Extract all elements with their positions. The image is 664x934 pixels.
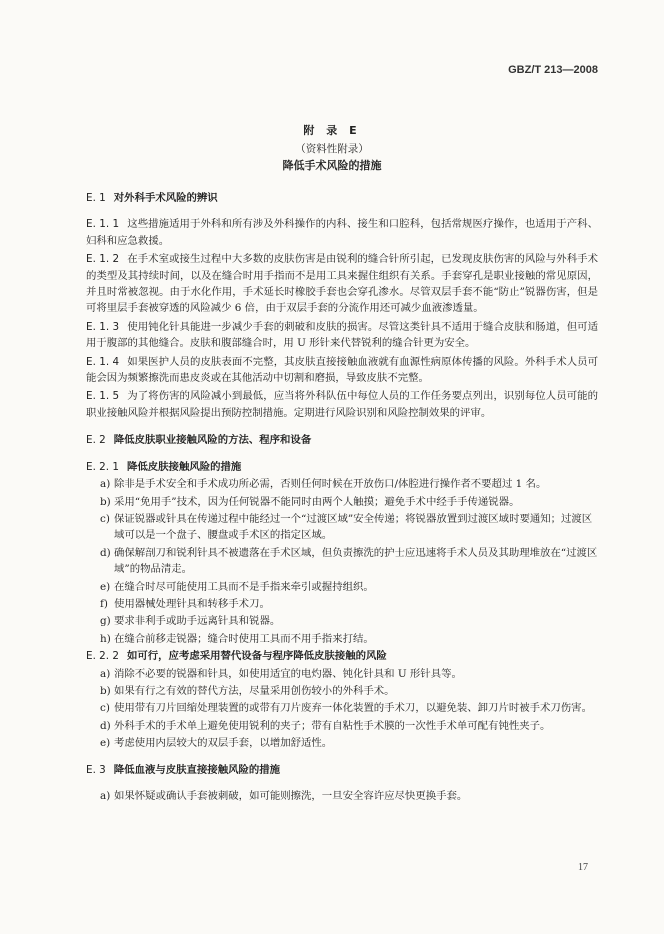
item-label: b) — [100, 684, 111, 697]
list-item — [100, 613, 598, 629]
list-item — [100, 494, 598, 510]
subsection-number: E. 2. 2 — [86, 650, 119, 663]
list-item — [100, 476, 598, 492]
clause-text: 如果医护人员的皮肤表面不完整，其皮肤直接接触血液就有血源性病原体传播的风险。外科手术人员可能会因为频繁擦洗而患皮炎或在其他活动中切割和磨损，导致皮肤不完整。 — [86, 355, 599, 385]
item-text: 要求非利手或助手远离针具和锐器。 — [114, 615, 281, 628]
item-label: c) — [100, 512, 110, 525]
item-text: 考虑使用内层较大的双层手套，以增加舒适性。 — [114, 737, 333, 750]
section-number: E. 3 — [86, 763, 106, 776]
item-text: 在缝合时尽可能使用工具而不是手指来牵引或握持组织。 — [114, 580, 374, 593]
item-text: 消除不必要的锐器和针具，如使用适宜的电灼器、钝化针具和 U 形针具等。 — [114, 667, 462, 680]
item-text: 除非是手术安全和手术成功所必需，否则任何时候在开放伤口/体腔进行操作者不要超过 1 名。 — [114, 478, 547, 491]
section-number: E. 2 — [86, 434, 106, 447]
list-item — [100, 683, 598, 699]
list-item — [100, 735, 598, 751]
clause-e1-4 — [86, 354, 598, 387]
item-label: a) — [100, 667, 111, 680]
clause-number: E. 1. 2 — [86, 253, 120, 266]
list-item — [100, 700, 598, 716]
item-text: 如果怀疑或确认手套被刺破，如可能则擦洗，一旦安全容许应尽快更换手套。 — [114, 790, 468, 802]
section-title: 降低皮肤职业接触风险的方法、程序和设备 — [113, 434, 312, 447]
clause-number: E. 1. 1 — [86, 218, 120, 231]
item-text: 使用带有刀片回缩处理装置的或带有刀片废弃一体化装置的手术刀，以避免装、卸刀片时被手术刀伤害。 — [114, 702, 592, 715]
list-item — [100, 579, 598, 595]
clause-text: 在手术室或接生过程中大多数的皮肤伤害是由锐利的缝合针所引起，已发现皮肤伤害的风险与外科手术的类型及其持续时间，以及在缝合时用手指而不是用工具来握住组织有关系。手套穿孔是职业接触的常见原因，并且时常被忽视。由于水化作用，手术延长时橡胶手套也会穿孔渗水。尽管双层手套不能“防止”锐器伤害，但是可将里层手套被穿透的风险减少 6 倍，由于双层手套的分流作用还可减少血液渗透量。 — [86, 253, 599, 315]
item-text: 采用“免用手”技术，因为任何锐器不能同时由两个人触摸；避免手术中经手手传递锐器。 — [114, 495, 520, 508]
item-label: d) — [100, 546, 111, 559]
clause-e1-5 — [86, 388, 598, 421]
clause-number: E. 1. 3 — [86, 320, 120, 333]
section-title: 对外科手术风险的辨识 — [113, 192, 218, 204]
item-label: f) — [100, 597, 108, 610]
standard-code: GBZ/T 213—2008 — [508, 64, 598, 76]
clause-text: 为了将伤害的风险减小到最低，应当将外科队伍中每位人员的工作任务要点列出，识别每位人员可能的职业接触风险并根据风险提出预防控制措施。定期进行风险识别和风险控制效果的评审。 — [86, 390, 599, 419]
clause-e1-2 — [86, 251, 598, 317]
item-text: 保证锐器或针具在传递过程中能经过一个“过渡区域”安全传递；将锐器放置到过渡区域时要通知；过渡区域可以是一个盘子、腰盘或手术区的指定区域。 — [114, 512, 593, 542]
list-item — [100, 666, 598, 682]
subsection-title: 如可行，应考虑采用替代设备与程序降低皮肤接触的风险 — [127, 650, 387, 663]
section-heading-e2 — [86, 432, 598, 448]
item-label: g) — [100, 615, 111, 628]
item-text: 确保解剖刀和锐利针具不被遗落在手术区域，但负责擦洗的护士应迅速将手术人员及其助理堆放在“过渡区域”的物品清走。 — [114, 546, 598, 576]
list-item — [100, 631, 598, 647]
clause-e1-1 — [86, 216, 598, 249]
section-heading-e3 — [86, 762, 598, 778]
item-text: 外科手术的手术单上避免使用锐利的夹子；带有自粘性手术膜的一次性手术单可配有钝性夹子。 — [114, 719, 551, 732]
list-item — [100, 511, 598, 544]
clause-text: 这些措施适用于外科和所有涉及外科操作的内科、接生和口腔科，包括常规医疗操作，也适用于产科、妇科和应急救援。 — [86, 218, 599, 247]
item-label: b) — [100, 495, 111, 508]
item-text: 如果有行之有效的替代方法，尽量采用创伤较小的外科手术。 — [114, 684, 395, 697]
subsection-number: E. 2. 1 — [86, 460, 119, 473]
list-item — [100, 718, 598, 734]
subsection-heading-e2-2 — [86, 648, 598, 664]
clause-e1-3 — [86, 319, 598, 352]
item-label: a) — [100, 790, 111, 802]
item-text: 使用器械处理针具和转移手术刀。 — [114, 597, 270, 610]
section-title: 降低血液与皮肤直接接触风险的措施 — [113, 763, 281, 776]
subsection-heading-e2-1 — [86, 459, 598, 475]
subsection-title: 降低皮肤接触风险的措施 — [127, 460, 242, 473]
item-label: e) — [100, 580, 111, 593]
item-label: h) — [100, 632, 111, 645]
clause-number: E. 1. 4 — [86, 355, 120, 368]
appendix-type: （资料性附录） — [295, 143, 369, 155]
page-number: 17 — [578, 862, 588, 873]
section-number: E. 1 — [86, 192, 106, 204]
clause-number: E. 1. 5 — [86, 390, 120, 403]
appendix-label: 附 录 E — [303, 124, 361, 137]
item-text: 在缝合前移走锐器；缝合时使用工具而不用手指来打结。 — [114, 632, 374, 645]
clause-text: 使用钝化针具能进一步减少手套的刺破和皮肤的损害。尽管这类针具不适用于缝合皮肤和肠道，但可适用于腹部的其他缝合。皮肤和腹部缝合时，用 U 形针来代替锐利的缝合针更为安全。 — [86, 320, 599, 350]
list-item — [100, 596, 598, 612]
section-heading-e1 — [86, 190, 598, 206]
list-item — [100, 788, 598, 804]
item-label: a) — [100, 478, 111, 491]
item-label: c) — [100, 702, 110, 715]
appendix-title: 降低手术风险的措施 — [282, 159, 382, 172]
item-label: d) — [100, 719, 111, 732]
item-label: e) — [100, 737, 111, 750]
list-item — [100, 545, 598, 578]
document-body — [86, 190, 598, 805]
